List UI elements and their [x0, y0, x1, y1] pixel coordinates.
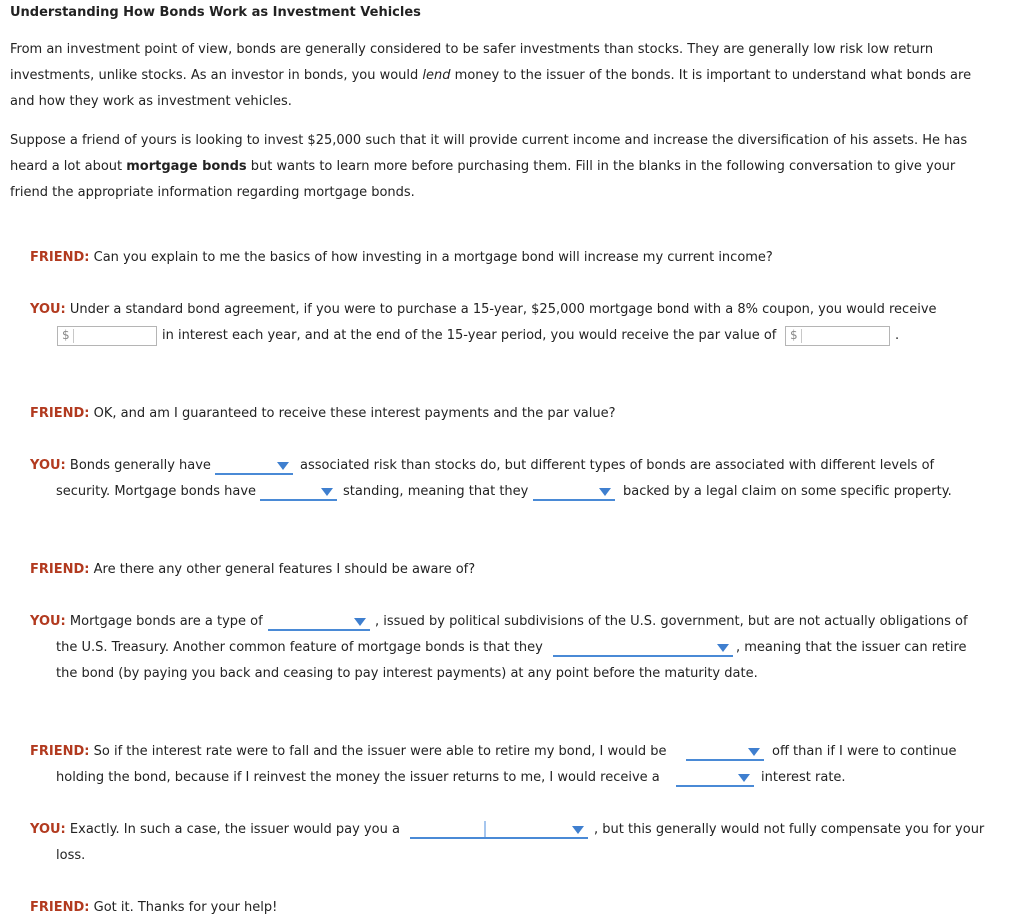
speaker-you: YOU: [30, 458, 66, 473]
scenario-line-1: Suppose a friend of yours is looking to invest $25,000 such that it will provide current income and increase the diversification of his assets. He has [10, 133, 968, 148]
dialogue-text: the U.S. Treasury. Another common feature of mortgage bonds is that they [56, 640, 543, 655]
dropdown-arrow-icon [599, 488, 611, 496]
compensation-dropdown[interactable] [410, 823, 588, 839]
dialogue-you-8 [30, 821, 400, 839]
dollar-sign-icon: $ [62, 328, 70, 342]
dropdown-arrow-icon [738, 774, 750, 782]
speaker-you: YOU: [30, 822, 66, 837]
sentence-period: . [895, 328, 900, 343]
dialogue-text: Mortgage bonds are a type of [69, 614, 263, 629]
dropdown-arrow-icon [321, 488, 333, 496]
dialogue-text: backed by a legal claim on some specific property. [623, 484, 952, 499]
feature-dropdown[interactable] [553, 641, 733, 657]
speaker-friend: FRIEND: [30, 900, 90, 915]
dialogue-text: Exactly. In such a case, the issuer would pay you a [69, 822, 400, 837]
dialogue-text: Are there any other general features I should be aware of? [93, 562, 476, 577]
dialogue-text: Got it. Thanks for your help! [93, 900, 278, 915]
dialogue-text: in interest each year, and at the end of the 15-year period, you would receive the par value of [162, 328, 777, 343]
intro-line-2 [10, 67, 971, 85]
bond-type-dropdown[interactable] [268, 615, 370, 631]
dialogue-text: Bonds generally have [69, 458, 211, 473]
dialogue-friend-9 [30, 899, 277, 917]
dialogue-you-6 [30, 613, 263, 631]
scenario-text: heard a lot about [10, 159, 127, 174]
input-divider [73, 329, 74, 343]
standing-dropdown[interactable] [260, 485, 337, 501]
backed-dropdown[interactable] [533, 485, 615, 501]
dialogue-you-4 [30, 457, 211, 475]
dialogue-text: off than if I were to continue [772, 744, 957, 759]
speaker-friend: FRIEND: [30, 562, 90, 577]
text-cursor [484, 821, 486, 837]
scenario-line-3: friend the appropriate information regarding mortgage bonds. [10, 185, 415, 200]
intro-line-3: and how they work as investment vehicles. [10, 94, 292, 109]
dropdown-arrow-icon [354, 618, 366, 626]
speaker-friend: FRIEND: [30, 250, 90, 265]
input-divider [801, 329, 802, 343]
speaker-you: YOU: [30, 614, 66, 629]
dialogue-friend-1 [30, 249, 773, 267]
dialogue-text: , meaning that the issuer can retire [736, 640, 967, 655]
scenario-bold: mortgage bonds [126, 159, 247, 174]
dialogue-text: So if the interest rate were to fall and the issuer were able to retire my bond, I would be [93, 744, 667, 759]
scenario-line-2 [10, 158, 955, 176]
intro-line-1: From an investment point of view, bonds are generally considered to be safer investments than stocks. They are generally low risk low return [10, 42, 934, 57]
page-title: Understanding How Bonds Work as Investment Vehicles [10, 5, 421, 20]
scenario-text: but wants to learn more before purchasing them. Fill in the blanks in the following conversation to give your [246, 159, 956, 174]
dialogue-text: the bond (by paying you back and ceasing to pay interest payments) at any point before the maturity date. [56, 666, 758, 681]
dialogue-friend-3 [30, 405, 616, 423]
dialogue-text: loss. [56, 848, 86, 863]
annual-interest-input[interactable] [57, 326, 157, 346]
dialogue-text: interest rate. [761, 770, 846, 785]
speaker-friend: FRIEND: [30, 744, 90, 759]
speaker-you: YOU: [30, 302, 66, 317]
dialogue-text: OK, and am I guaranteed to receive these interest payments and the par value? [93, 406, 616, 421]
dropdown-arrow-icon [748, 748, 760, 756]
dialogue-friend-7 [30, 743, 667, 761]
intro-text: money to the issuer of the bonds. It is important to understand what bonds are [450, 68, 972, 83]
dialogue-text: , but this generally would not fully compensate you for your [594, 822, 985, 837]
intro-text: investments, unlike stocks. As an investor in bonds, you would [10, 68, 423, 83]
dollar-sign-icon: $ [790, 328, 798, 342]
dialogue-text: holding the bond, because if I reinvest the money the issuer returns to me, I would receive a [56, 770, 660, 785]
speaker-friend: FRIEND: [30, 406, 90, 421]
dropdown-arrow-icon [717, 644, 729, 652]
intro-emphasis: lend [422, 68, 451, 83]
better-worse-dropdown[interactable] [686, 745, 764, 761]
dropdown-arrow-icon [572, 826, 584, 834]
dialogue-you-2 [30, 301, 937, 319]
dialogue-text: standing, meaning that they [343, 484, 529, 499]
dialogue-text: Can you explain to me the basics of how investing in a mortgage bond will increase my current income? [93, 250, 773, 265]
dialogue-text: associated risk than stocks do, but different types of bonds are associated with different levels of [300, 458, 935, 473]
dialogue-text: Under a standard bond agreement, if you were to purchase a 15-year, $25,000 mortgage bond with a 8% coupon, you would receive [69, 302, 937, 317]
dialogue-text: , issued by political subdivisions of the U.S. government, but are not actually obligations of [375, 614, 968, 629]
par-value-input[interactable] [785, 326, 890, 346]
dialogue-friend-5 [30, 561, 475, 579]
dropdown-arrow-icon [277, 462, 289, 470]
risk-level-dropdown[interactable] [215, 459, 293, 475]
rate-level-dropdown[interactable] [676, 771, 754, 787]
dialogue-text: security. Mortgage bonds have [56, 484, 257, 499]
